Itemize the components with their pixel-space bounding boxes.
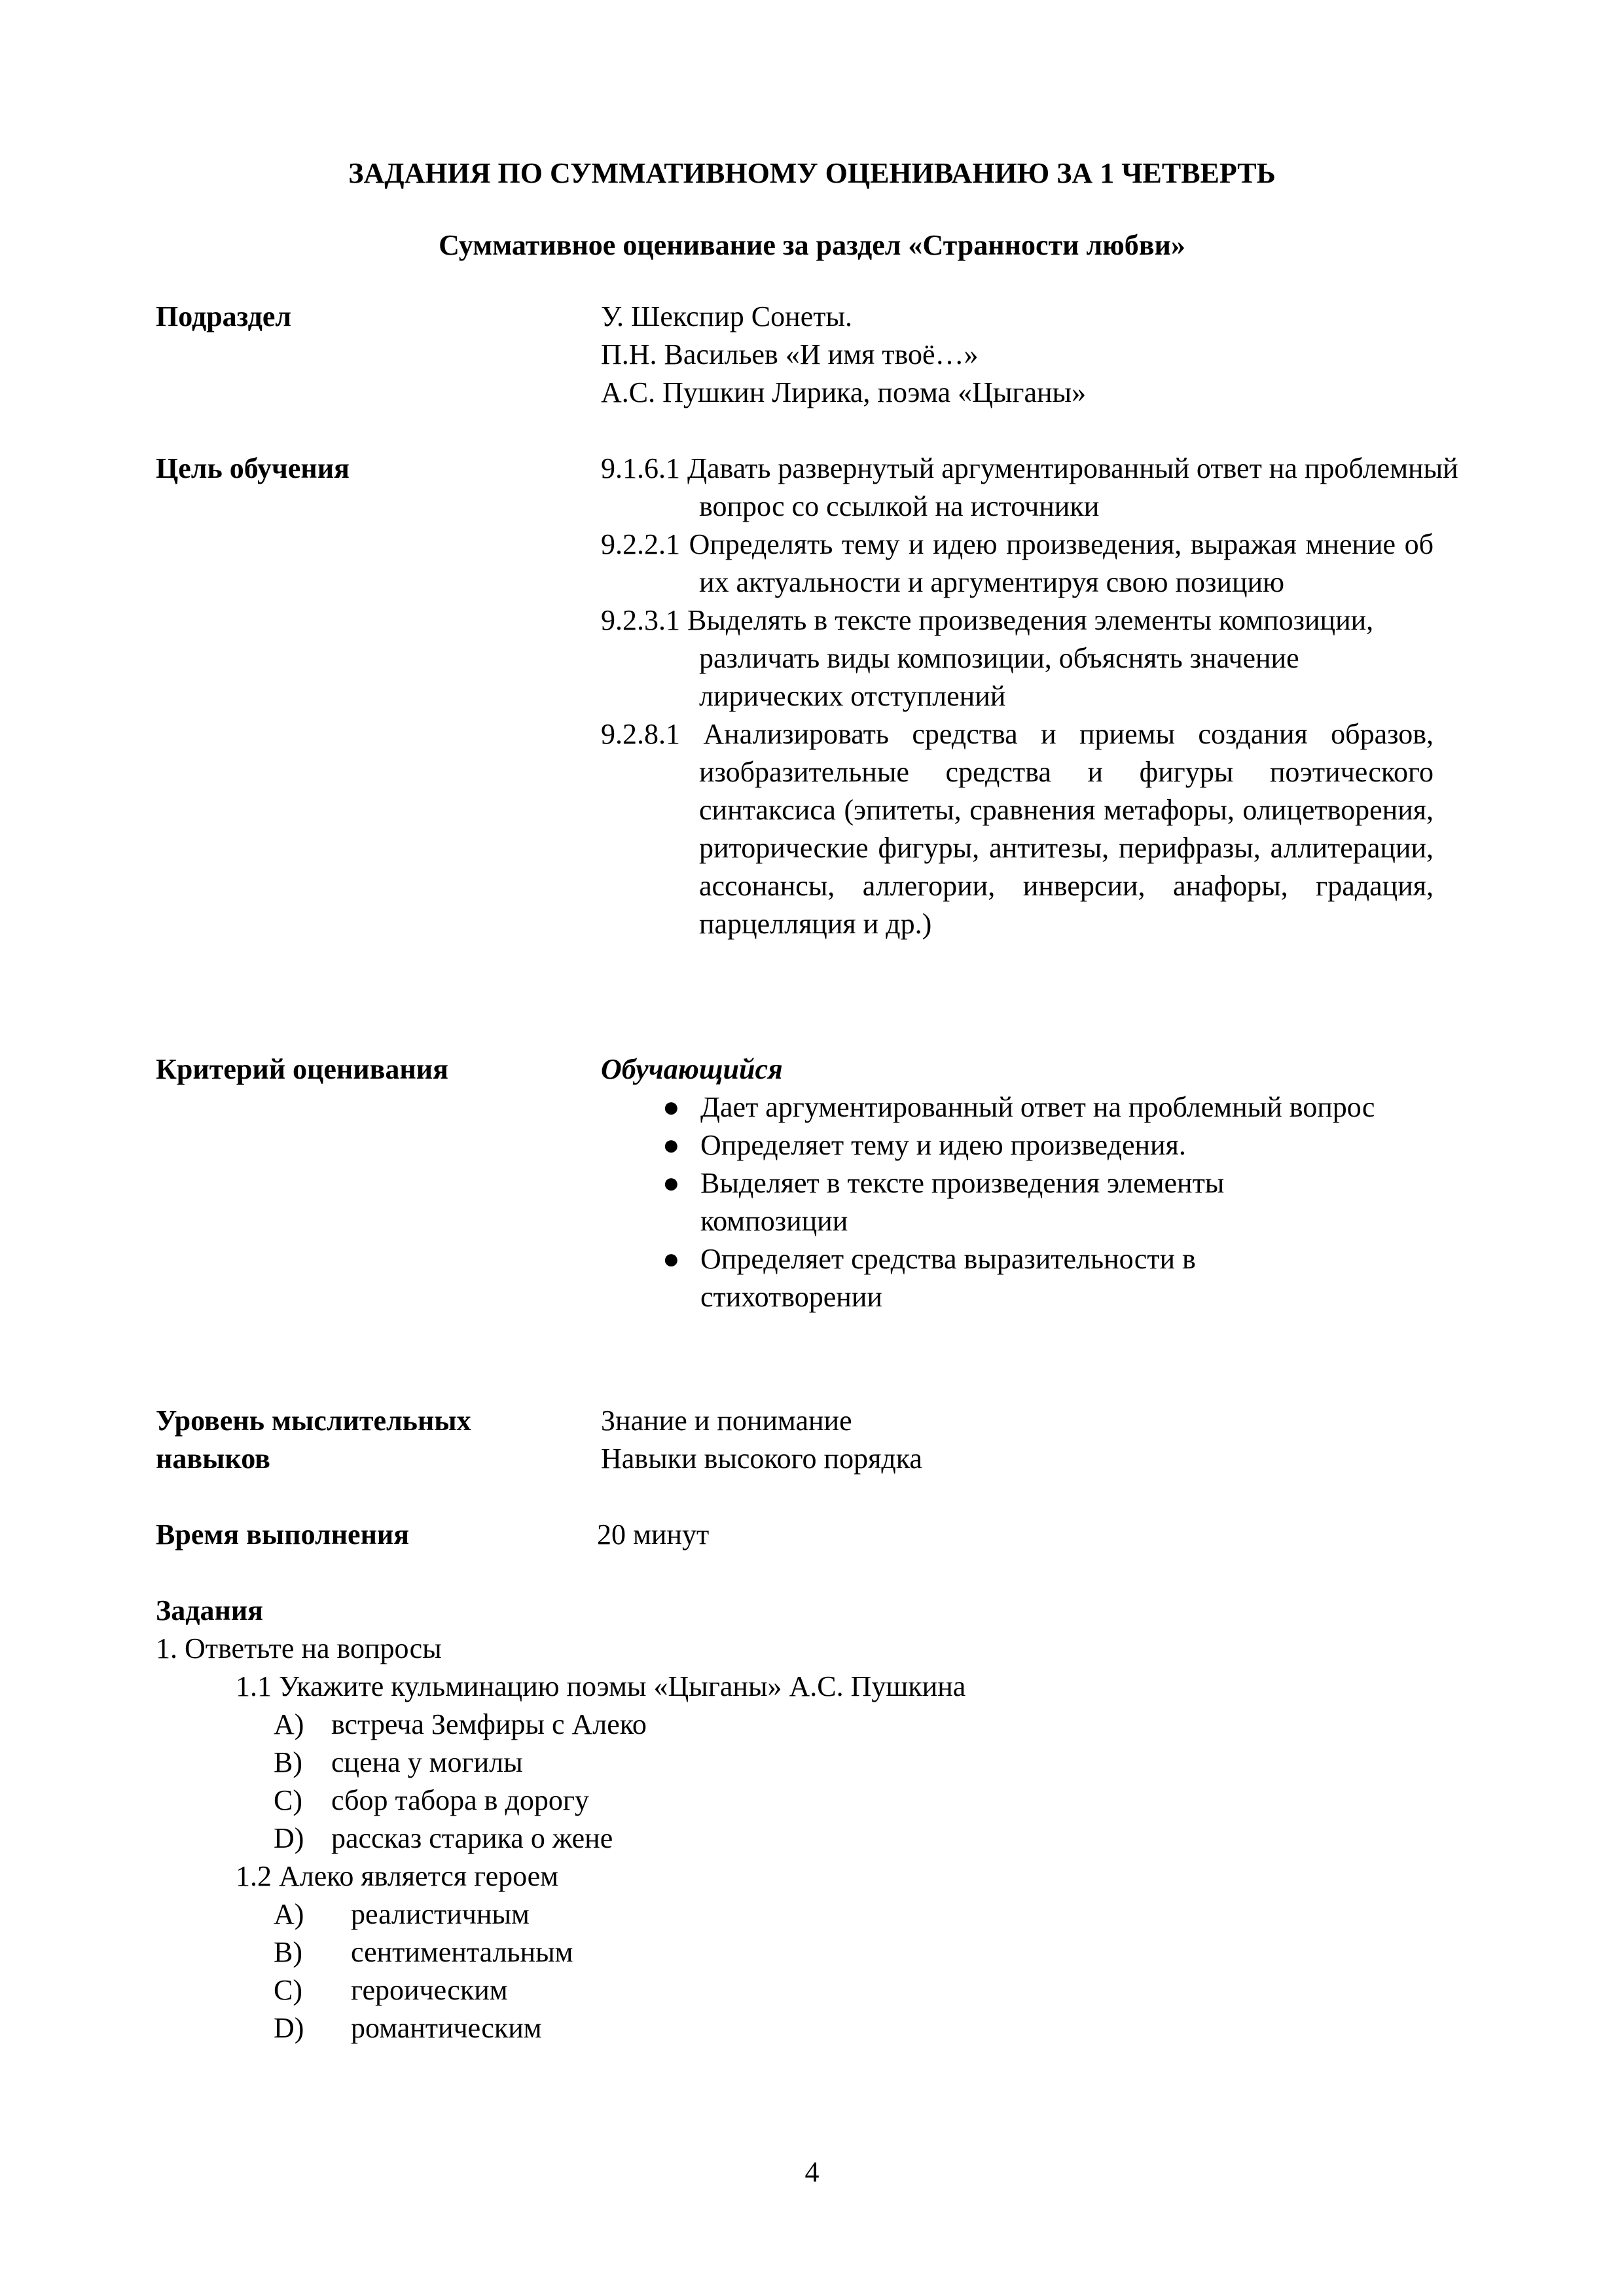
time-value: 20 минут [597,1518,710,1551]
criteria-item: ● Определяет средства выразительности в стихотворении [655,1240,1329,1316]
criteria-item: ● Дает аргументированный ответ на проблемный вопрос [655,1088,1434,1126]
goal-list [601,450,1458,943]
subsection-line: У. Шекспир Сонеты. [601,300,853,332]
option: A) встреча Земфиры с Алеко [274,1708,647,1740]
skill-item: Знание и понимание [601,1405,852,1437]
subsection-line: П.Н. Васильев «И имя твоё…» [601,338,979,370]
criteria-label: Критерий оценивания [156,1053,448,1085]
question-2: 1.2 Алеко является героем [236,1860,559,1892]
criteria-heading: Обучающийся [601,1053,783,1085]
goal-item: 9.2.8.1 Анализировать средства и приемы создания образов, изобразительные средства и фигуры поэтического синтаксиса (эпитеты, сравнения метафоры, олицетворения, риторические фигуры, антитезы, перифразы, аллитерации, ассонансы, аллегории, инверсии, анафоры, градация, парцелляция и др.) [601,718,1434,940]
time-label: Время выполнения [156,1518,410,1551]
option: B) сентиментальным [274,1936,573,1968]
subsection-list [601,298,1086,412]
option: A) реалистичным [274,1898,530,1930]
bullet-icon: ● [662,1129,680,1161]
option: C) героическим [274,1974,508,2006]
bullet-icon: ● [662,1091,680,1123]
subsection-label: Подраздел [156,300,292,332]
goal-item: 9.1.6.1 Давать развернутый аргументированный ответ на проблемный вопрос со ссылкой на источники [601,452,1458,522]
tasks-heading: Задания [156,1594,263,1626]
question-2-options [274,1895,573,2047]
question-1-options [274,1706,647,1857]
goal-label: Цель обучения [156,452,350,484]
page-number: 4 [804,2156,820,2188]
option: C) сбор табора в дорогу [274,1784,589,1816]
skill-item: Навыки высокого порядка [601,1443,922,1475]
criteria-item: ● Выделяет в тексте произведения элементы композиции [655,1164,1355,1240]
bullet-icon: ● [662,1243,680,1275]
subsection-line: А.С. Пушкин Лирика, поэма «Цыганы» [601,376,1087,408]
option: B) сцена у могилы [274,1746,523,1778]
goal-item: 9.2.3.1 Выделять в тексте произведения элементы композиции, различать виды композиции, объяснять значение лирических отступлений [601,604,1374,712]
goal-item: 9.2.2.1 Определять тему и идею произведения, выражая мнение об их актуальности и аргументируя свою позицию [601,528,1434,598]
option: D) романтическим [274,2012,542,2044]
page-subtitle: Суммативное оценивание за раздел «Странности любви» [439,229,1185,261]
criteria-item: ● Определяет тему и идею произведения. [655,1126,1440,1164]
option: D) рассказ старика о жене [274,1822,613,1854]
task-item: 1. Ответьте на вопросы [156,1632,442,1664]
skills-list [601,1402,922,1478]
criteria-list [655,1088,1440,1316]
bullet-icon: ● [662,1167,680,1199]
question-1: 1.1 Укажите кульминацию поэмы «Цыганы» А.С. Пушкина [236,1670,966,1702]
skills-label: Уровень мыслительных навыков [156,1405,471,1475]
page-title: ЗАДАНИЯ ПО СУММАТИВНОМУ ОЦЕНИВАНИЮ ЗА 1 ЧЕТВЕРТЬ [348,157,1276,189]
